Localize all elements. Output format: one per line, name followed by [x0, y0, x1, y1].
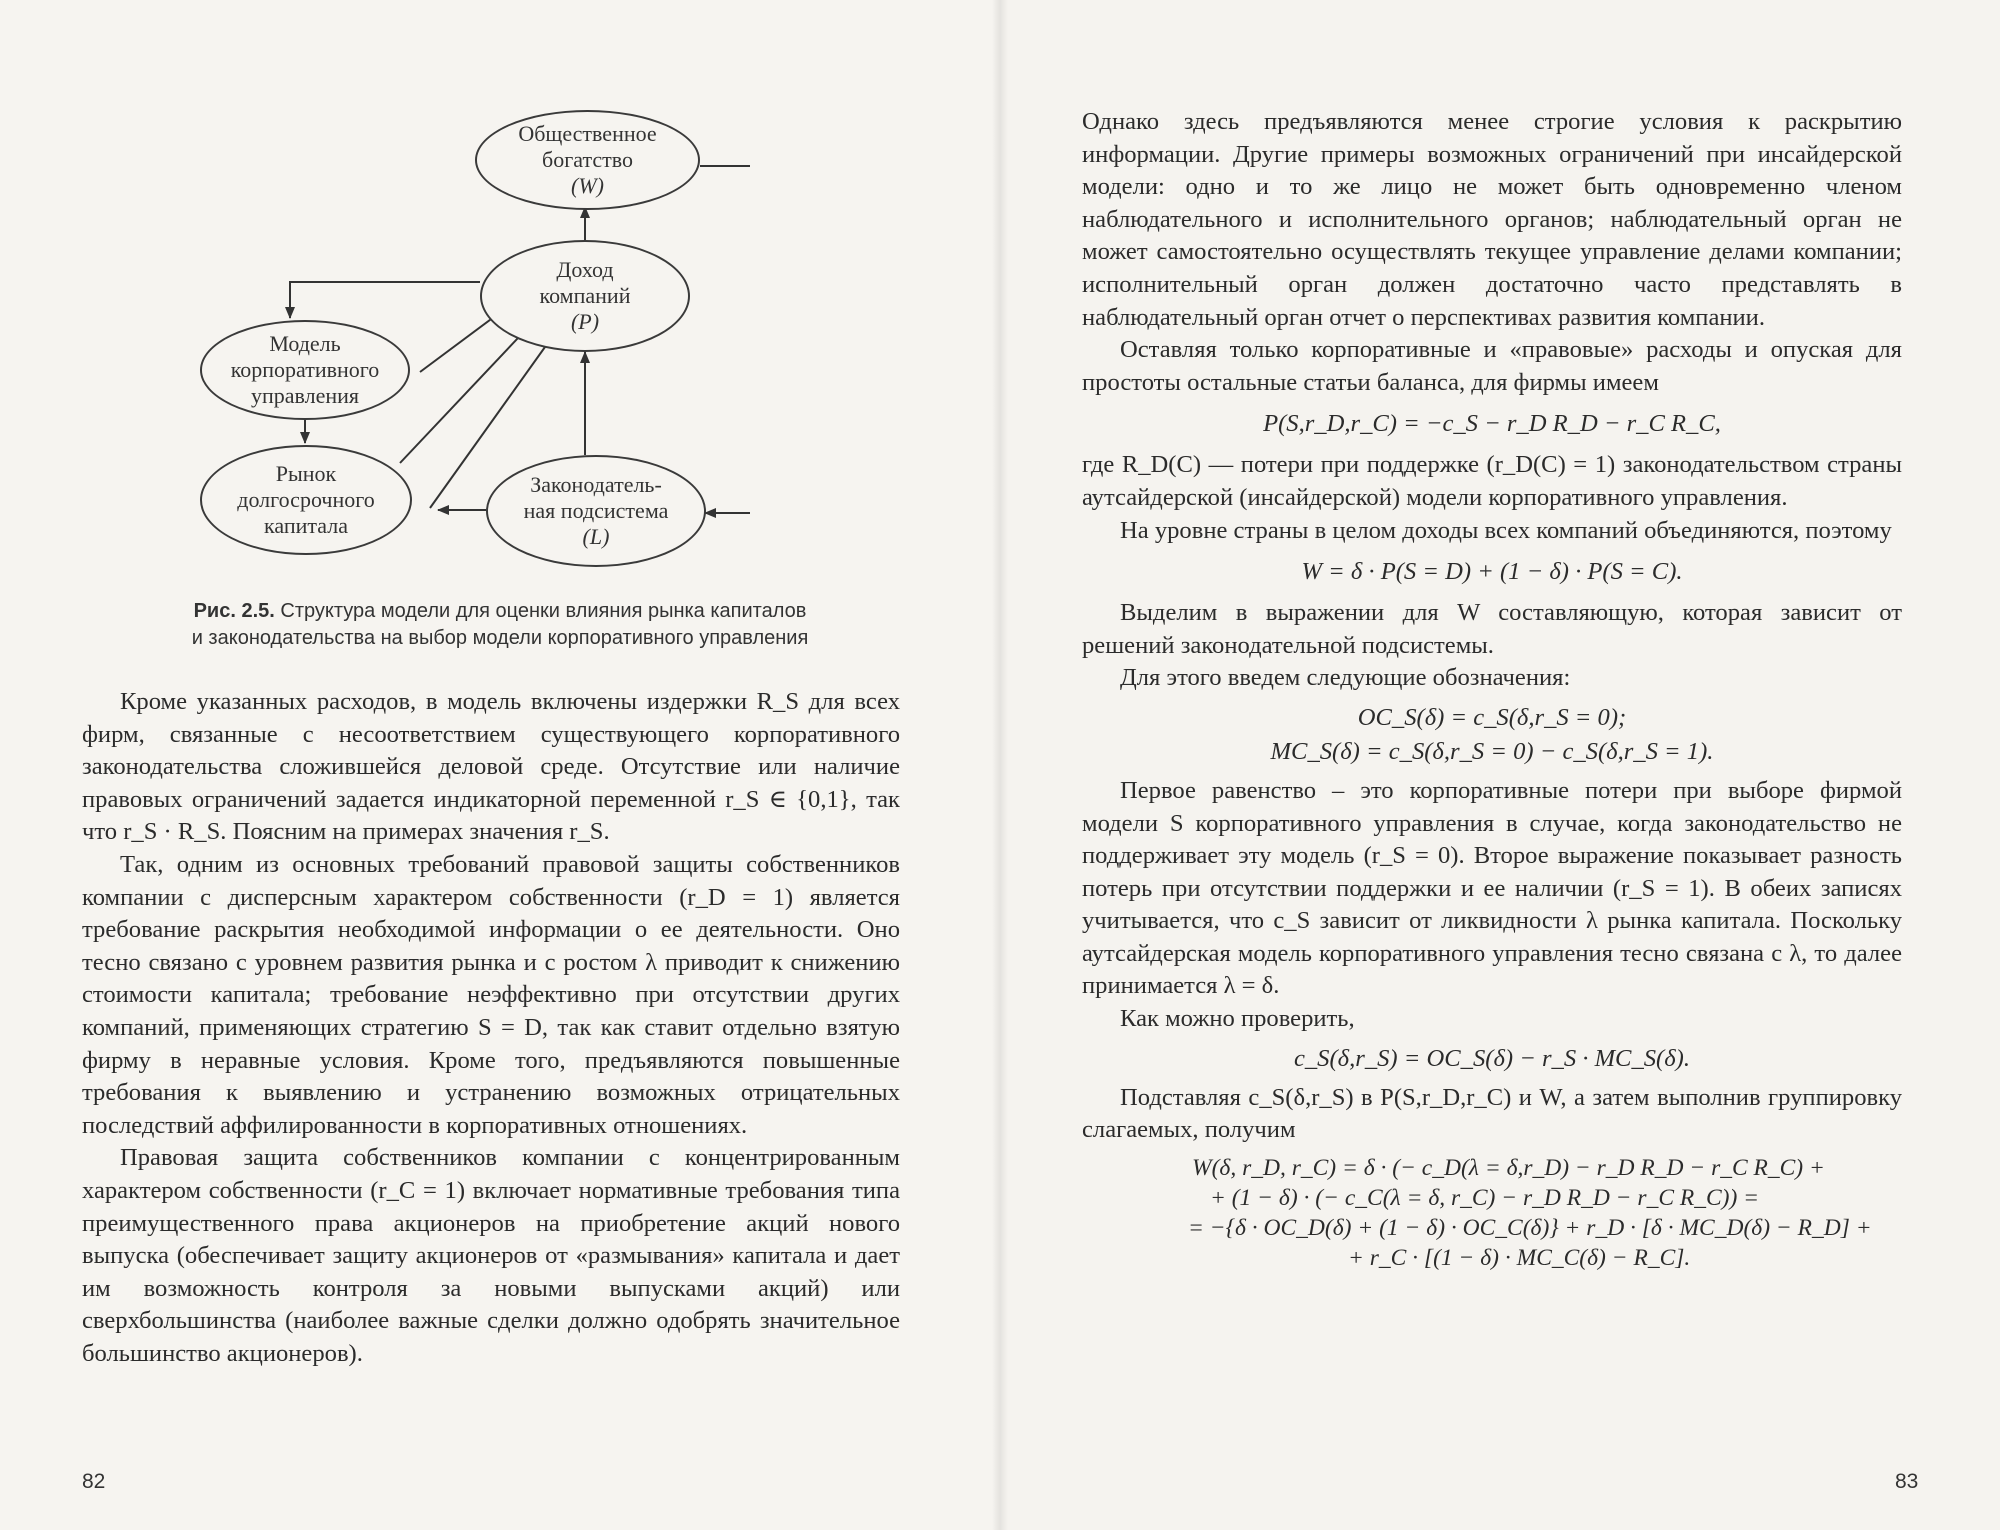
- node-model-line3: управления: [250, 383, 360, 408]
- right-paragraph-8: Как можно проверить,: [1120, 1005, 1355, 1033]
- node-company-income: [480, 240, 690, 352]
- right-paragraph-3: где R_D(C) — потери при поддержке (r_D(C) = 1) законодательством страны аутсайдерской (инсайдерской) модели корпоративного управления.: [1082, 451, 1902, 511]
- right-body: [1082, 106, 1902, 1273]
- figure-caption: [60, 598, 940, 652]
- right-paragraph-4: На уровне страны в целом доходы всех компаний объединяются, поэтому: [1120, 516, 1892, 544]
- right-paragraph-5: Выделим в выражении для W составляющую, которая зависит от решений законодательной подсистемы.: [1082, 599, 1902, 659]
- left-paragraph-3: Правовая защита собственников компании с концентрированным характером собственности (r_C = 1) включает нормативные требования типа преимущественного права акционеров на приобретение акций нового выпуска (обеспечивает защиту акционеров от «размывания» капитала и дает им возможность контроля за новыми выпусками акций) или сверхбольшинства (наиболее важные сделки должно одобрять значительное большинство акционеров).: [82, 1144, 900, 1367]
- left-body: [82, 686, 900, 1370]
- arrow-income-to-model: [290, 282, 480, 318]
- node-wealth-line1: Общественное: [518, 121, 657, 146]
- figure-diagram: [190, 110, 750, 570]
- node-legal-line2: ная подсистема: [523, 498, 669, 523]
- formula-wealth: W = δ · P(S = D) + (1 − δ) · P(S = C).: [1301, 558, 1683, 586]
- formula-w-line4: + r_C · [(1 − δ) · MC_C(δ) − R_C].: [1348, 1244, 1691, 1271]
- node-model-line2: корпоративного: [230, 357, 380, 382]
- page-number-right: 83: [1895, 1470, 1919, 1493]
- node-income-line3: (P): [570, 309, 600, 334]
- node-market-line1: Рынок: [275, 461, 337, 486]
- node-wealth-line2: богатство: [542, 147, 633, 172]
- right-paragraph-7: Первое равенство – это корпоративные потери при выборе фирмой модели S корпоративного управления в случае, когда законодательство не поддерживает эту модель (r_S = 0). Второе выражение показывает разность потерь при отсутствии поддержки и ее наличии (r_S = 1). В обеих записях учитывается, что c_S зависит от ликвидности λ рынка капитала. Поскольку аутсайдерская модель корпоративного управления тесно связана с λ, то далее принимается λ = δ.: [1082, 776, 1902, 1000]
- formula-w-line3: = −{δ · OC_D(δ) + (1 − δ) · OC_C(δ)} + r_D · [δ · MC_D(δ) − R_D] +: [1188, 1214, 1872, 1241]
- caption-line1: Структура модели для оценки влияния рынка капиталов: [274, 600, 807, 622]
- formula-mc: MC_S(δ) = c_S(δ,r_S = 0) − c_S(δ,r_S = 1).: [1270, 737, 1714, 765]
- right-page: [1000, 0, 2000, 1530]
- formula-w-line2: + (1 − δ) · (− c_C(λ = δ, r_C) − r_D R_D − r_C R_C)) =: [1210, 1184, 1760, 1211]
- formula-block-w: [1082, 1153, 1902, 1273]
- right-paragraph-1: Однако здесь предъявляются менее строгие условия к раскрытию информации. Другие примеры возможных ограничений при инсайдерской модели: одно и то же лицо не может быть одновременно членом наблюдательного и исполнительного органов; наблюдательный орган не может самостоятельно осуществлять текущее управление делами компании; исполнительный орган должен достаточно часто представлять в наблюдательный орган отчет о перспективах развития компании.: [1082, 108, 1902, 331]
- right-paragraph-6: Для этого введем следующие обозначения:: [1120, 664, 1571, 692]
- caption-label: Рис. 2.5.: [193, 600, 275, 622]
- left-paragraph-2: Так, одним из основных требований правовой защиты собственников компании с дисперсным характером собственности (r_D = 1) является требование раскрытия необходимой информации о ее деятельности. Оно тесно связано с уровнем развития рынка и с ростом λ приводит к снижению стоимости капитала; требование неэффективно при отсутствии других компаний, применяющих стратегию S = D, так как ставит отдельно взятую фирму в неравные условия. Кроме того, предъявляются повышенные требования к выявлению и устранению возможных отрицательных последствий аффилированности в корпоративных отношениях.: [82, 850, 900, 1139]
- node-legal-line3: (L): [582, 524, 610, 549]
- formula-w-line1: W(δ, r_D, r_C) = δ · (− c_D(λ = δ,r_D) − r_D R_D − r_C R_C) +: [1192, 1154, 1825, 1181]
- formula-oc: OC_S(δ) = c_S(δ,r_S = 0);: [1357, 703, 1627, 731]
- node-capital-market: [200, 445, 412, 555]
- book-gutter: [992, 0, 1008, 1530]
- node-market-line3: капитала: [264, 513, 348, 538]
- formula-income: P(S,r_D,r_C) = −c_S − r_D R_D − r_C R_C,: [1263, 410, 1721, 438]
- node-wealth-line3: (W): [571, 173, 604, 198]
- right-paragraph-2: Оставляя только корпоративные и «правовые» расходы и опуская для простоты остальные статьи баланса, для фирмы имеем: [1082, 336, 1902, 396]
- arrow-market-to-income: [400, 320, 535, 463]
- left-paragraph-1: Кроме указанных расходов, в модель включены издержки R_S для всех фирм, связанные с несоответствием существующего корпоративного законодательства сложившейся деловой среде. Отсутствие или наличие правовых ограничений задается индикаторной переменной r_S ∈ {0,1}, так что r_S · R_S. Поясним на примерах значения r_S.: [82, 688, 900, 846]
- node-model-line1: Модель: [269, 331, 341, 356]
- node-governance-model: [200, 320, 410, 420]
- node-social-wealth: [475, 110, 700, 210]
- page-number-left: 82: [82, 1470, 106, 1493]
- formula-cs: c_S(δ,r_S) = OC_S(δ) − r_S · MC_S(δ).: [1293, 1044, 1691, 1072]
- node-income-line1: Доход: [556, 257, 614, 282]
- caption-line2: и законодательства на выбор модели корпоративного управления: [191, 627, 809, 649]
- arrow-wealth-to-legal: [700, 166, 750, 513]
- node-income-line2: компаний: [539, 283, 631, 308]
- node-legal-subsystem: [486, 455, 706, 567]
- right-paragraph-9: Подставляя c_S(δ,r_S) в P(S,r_D,r_C) и W, а затем выполнив группировку слагаемых, получим: [1082, 1083, 1902, 1144]
- node-legal-line1: Законодатель-: [530, 472, 662, 497]
- node-market-line2: долгосрочного: [237, 487, 375, 512]
